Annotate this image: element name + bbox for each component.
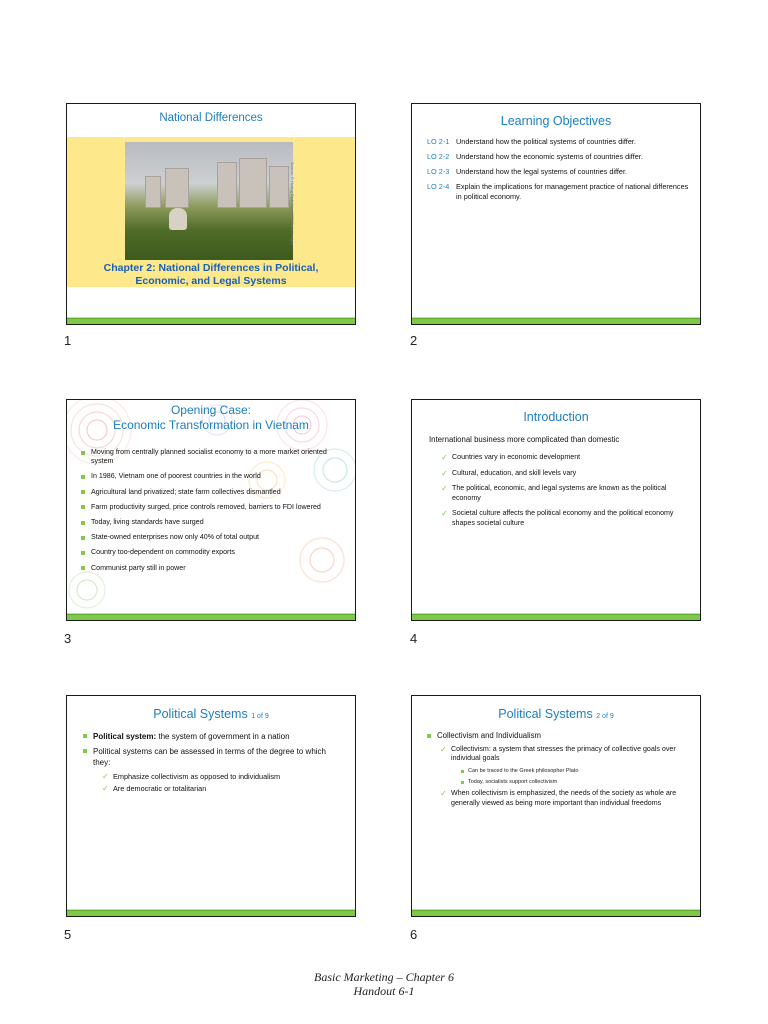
list-item-text: When collectivism is emphasized, the needs of the society as whole are generally viewed as being more important than individual freedoms [451, 789, 677, 807]
learning-objectives-list [427, 137, 690, 207]
check-icon: ✓ [440, 789, 447, 799]
sub-list-item: Today, socialists support collectivism [461, 778, 686, 786]
slide-title: National Differences [159, 112, 263, 124]
learning-objective [427, 137, 690, 147]
list-item [83, 731, 341, 742]
chapter-title-line-1: Chapter 2: National Differences in Political, [103, 262, 319, 274]
slide-title-text: Political Systems [498, 707, 593, 721]
footer-bar [67, 910, 355, 916]
objective-code: LO 2-4 [427, 182, 450, 191]
slide-count: 1 of 9 [251, 713, 269, 720]
list-item [102, 772, 341, 782]
list-item-text: Societal culture affects the political economy and the political economy shapes societal culture [452, 509, 674, 527]
slide-6 [411, 695, 701, 917]
list-item [440, 789, 686, 807]
list-item-text: Are democratic or totalitarian [113, 784, 207, 793]
slide-title-line-1: Opening Case: [170, 403, 252, 417]
list-item-text: Collectivism: a system that stresses the primacy of collective goals over individual goals [451, 745, 676, 763]
footer-bar [412, 614, 700, 620]
list-item: Today, living standards have surged [81, 518, 341, 527]
check-icon: ✓ [102, 772, 109, 781]
list-item: In 1986, Vietnam one of poorest countries in the world [81, 472, 341, 481]
slide-count: 2 of 9 [596, 713, 614, 720]
list-item [441, 453, 688, 463]
check-icon: ✓ [440, 745, 447, 754]
slide-number: 2 [410, 333, 418, 348]
footer-line-1: Basic Marketing – Chapter 6 [314, 970, 454, 984]
building-shape [239, 158, 267, 208]
collectivism-list [427, 731, 686, 812]
objective-text: Understand how the economic systems of countries differ. [456, 152, 643, 161]
list-item [102, 784, 341, 794]
intro-text: International business more complicated than domestic [429, 435, 620, 444]
slide-title-text: Political Systems [153, 707, 248, 721]
slide-number: 6 [410, 927, 418, 942]
building-shape [269, 166, 289, 208]
slide-1 [66, 103, 356, 325]
check-icon: ✓ [441, 484, 448, 494]
definition: the system of government in a nation [156, 732, 290, 741]
cover-photo [125, 142, 293, 260]
slide-2 [411, 103, 701, 325]
sub-list-item: Can be traced to the Greek philosopher Plato [461, 767, 686, 775]
slide-title-line-2: Economic Transformation in Vietnam [113, 418, 309, 432]
list-item: Farm productivity surged, price controls removed, barriers to FDI lowered [81, 503, 341, 512]
learning-objective [427, 152, 690, 162]
check-icon: ✓ [441, 509, 448, 519]
building-shape [217, 162, 237, 208]
objective-code: LO 2-1 [427, 137, 450, 146]
slide-number: 4 [410, 631, 418, 646]
chapter-title-line-2: Economic, and Legal Systems [135, 275, 287, 287]
footer-bar [67, 318, 355, 324]
photo-credit: Source: © Hoang Dinh Nam/AFP/Getty Images [290, 162, 295, 246]
check-icon: ✓ [441, 453, 448, 462]
chapter-title [75, 262, 347, 288]
list-item: Country too-dependent on commodity exports [81, 548, 341, 557]
list-item-text: Cultural, education, and skill levels vary [452, 468, 577, 477]
opening-case-list [81, 448, 341, 579]
list-item-text: Countries vary in economic development [452, 453, 581, 461]
list-item [440, 745, 686, 763]
objective-code: LO 2-3 [427, 167, 450, 176]
list-item: Agricultural land privatized; state farm collectives dismantled [81, 488, 341, 497]
list-item: Collectivism and Individualism [427, 731, 686, 741]
learning-objective [427, 182, 690, 202]
slide-title: Learning Objectives [500, 114, 612, 128]
sub-list [83, 772, 341, 794]
slide-number: 3 [64, 631, 72, 646]
footer-line-2: Handout 6-1 [353, 984, 415, 998]
check-icon: ✓ [102, 784, 109, 793]
slide-title: Introduction [523, 410, 589, 424]
list-item: Communist party still in power [81, 564, 341, 573]
list-item-text: The political, economic, and legal systems are known as the political economy [452, 484, 667, 502]
footer-bar [412, 318, 700, 324]
farmer-figure [169, 208, 187, 230]
slide-number: 5 [64, 927, 72, 942]
list-item: State-owned enterprises now only 40% of total output [81, 533, 341, 542]
list-item: Moving from centrally planned socialist economy to a more market oriented system [81, 448, 341, 466]
list-item-text: Emphasize collectivism as opposed to individualism [113, 772, 281, 781]
political-systems-list [83, 731, 341, 796]
slide-title [412, 707, 700, 721]
footer-bar [412, 910, 700, 916]
footer-bar [67, 614, 355, 620]
list-item [441, 484, 688, 503]
page-footer [0, 970, 768, 998]
check-list [441, 453, 688, 535]
list-item [441, 469, 688, 479]
list-item [441, 509, 688, 528]
term: Political system: [93, 732, 157, 741]
slide-4 [411, 399, 701, 621]
objective-code: LO 2-2 [427, 152, 450, 161]
list-item: Political systems can be assessed in terms of the degree to which they: [83, 746, 341, 768]
learning-objective [427, 167, 690, 177]
slide-number: 1 [64, 333, 72, 348]
slide-3 [66, 399, 356, 621]
objective-text: Understand how the legal systems of countries differ. [456, 167, 628, 176]
objective-text: Understand how the political systems of countries differ. [456, 137, 636, 146]
building-shape [145, 176, 161, 208]
slide-title [67, 707, 355, 721]
objective-text: Explain the implications for management practice of national differences in political economy. [456, 182, 689, 201]
building-shape [165, 168, 189, 208]
check-icon: ✓ [441, 468, 448, 478]
slide-5 [66, 695, 356, 917]
slide-title [67, 403, 355, 433]
